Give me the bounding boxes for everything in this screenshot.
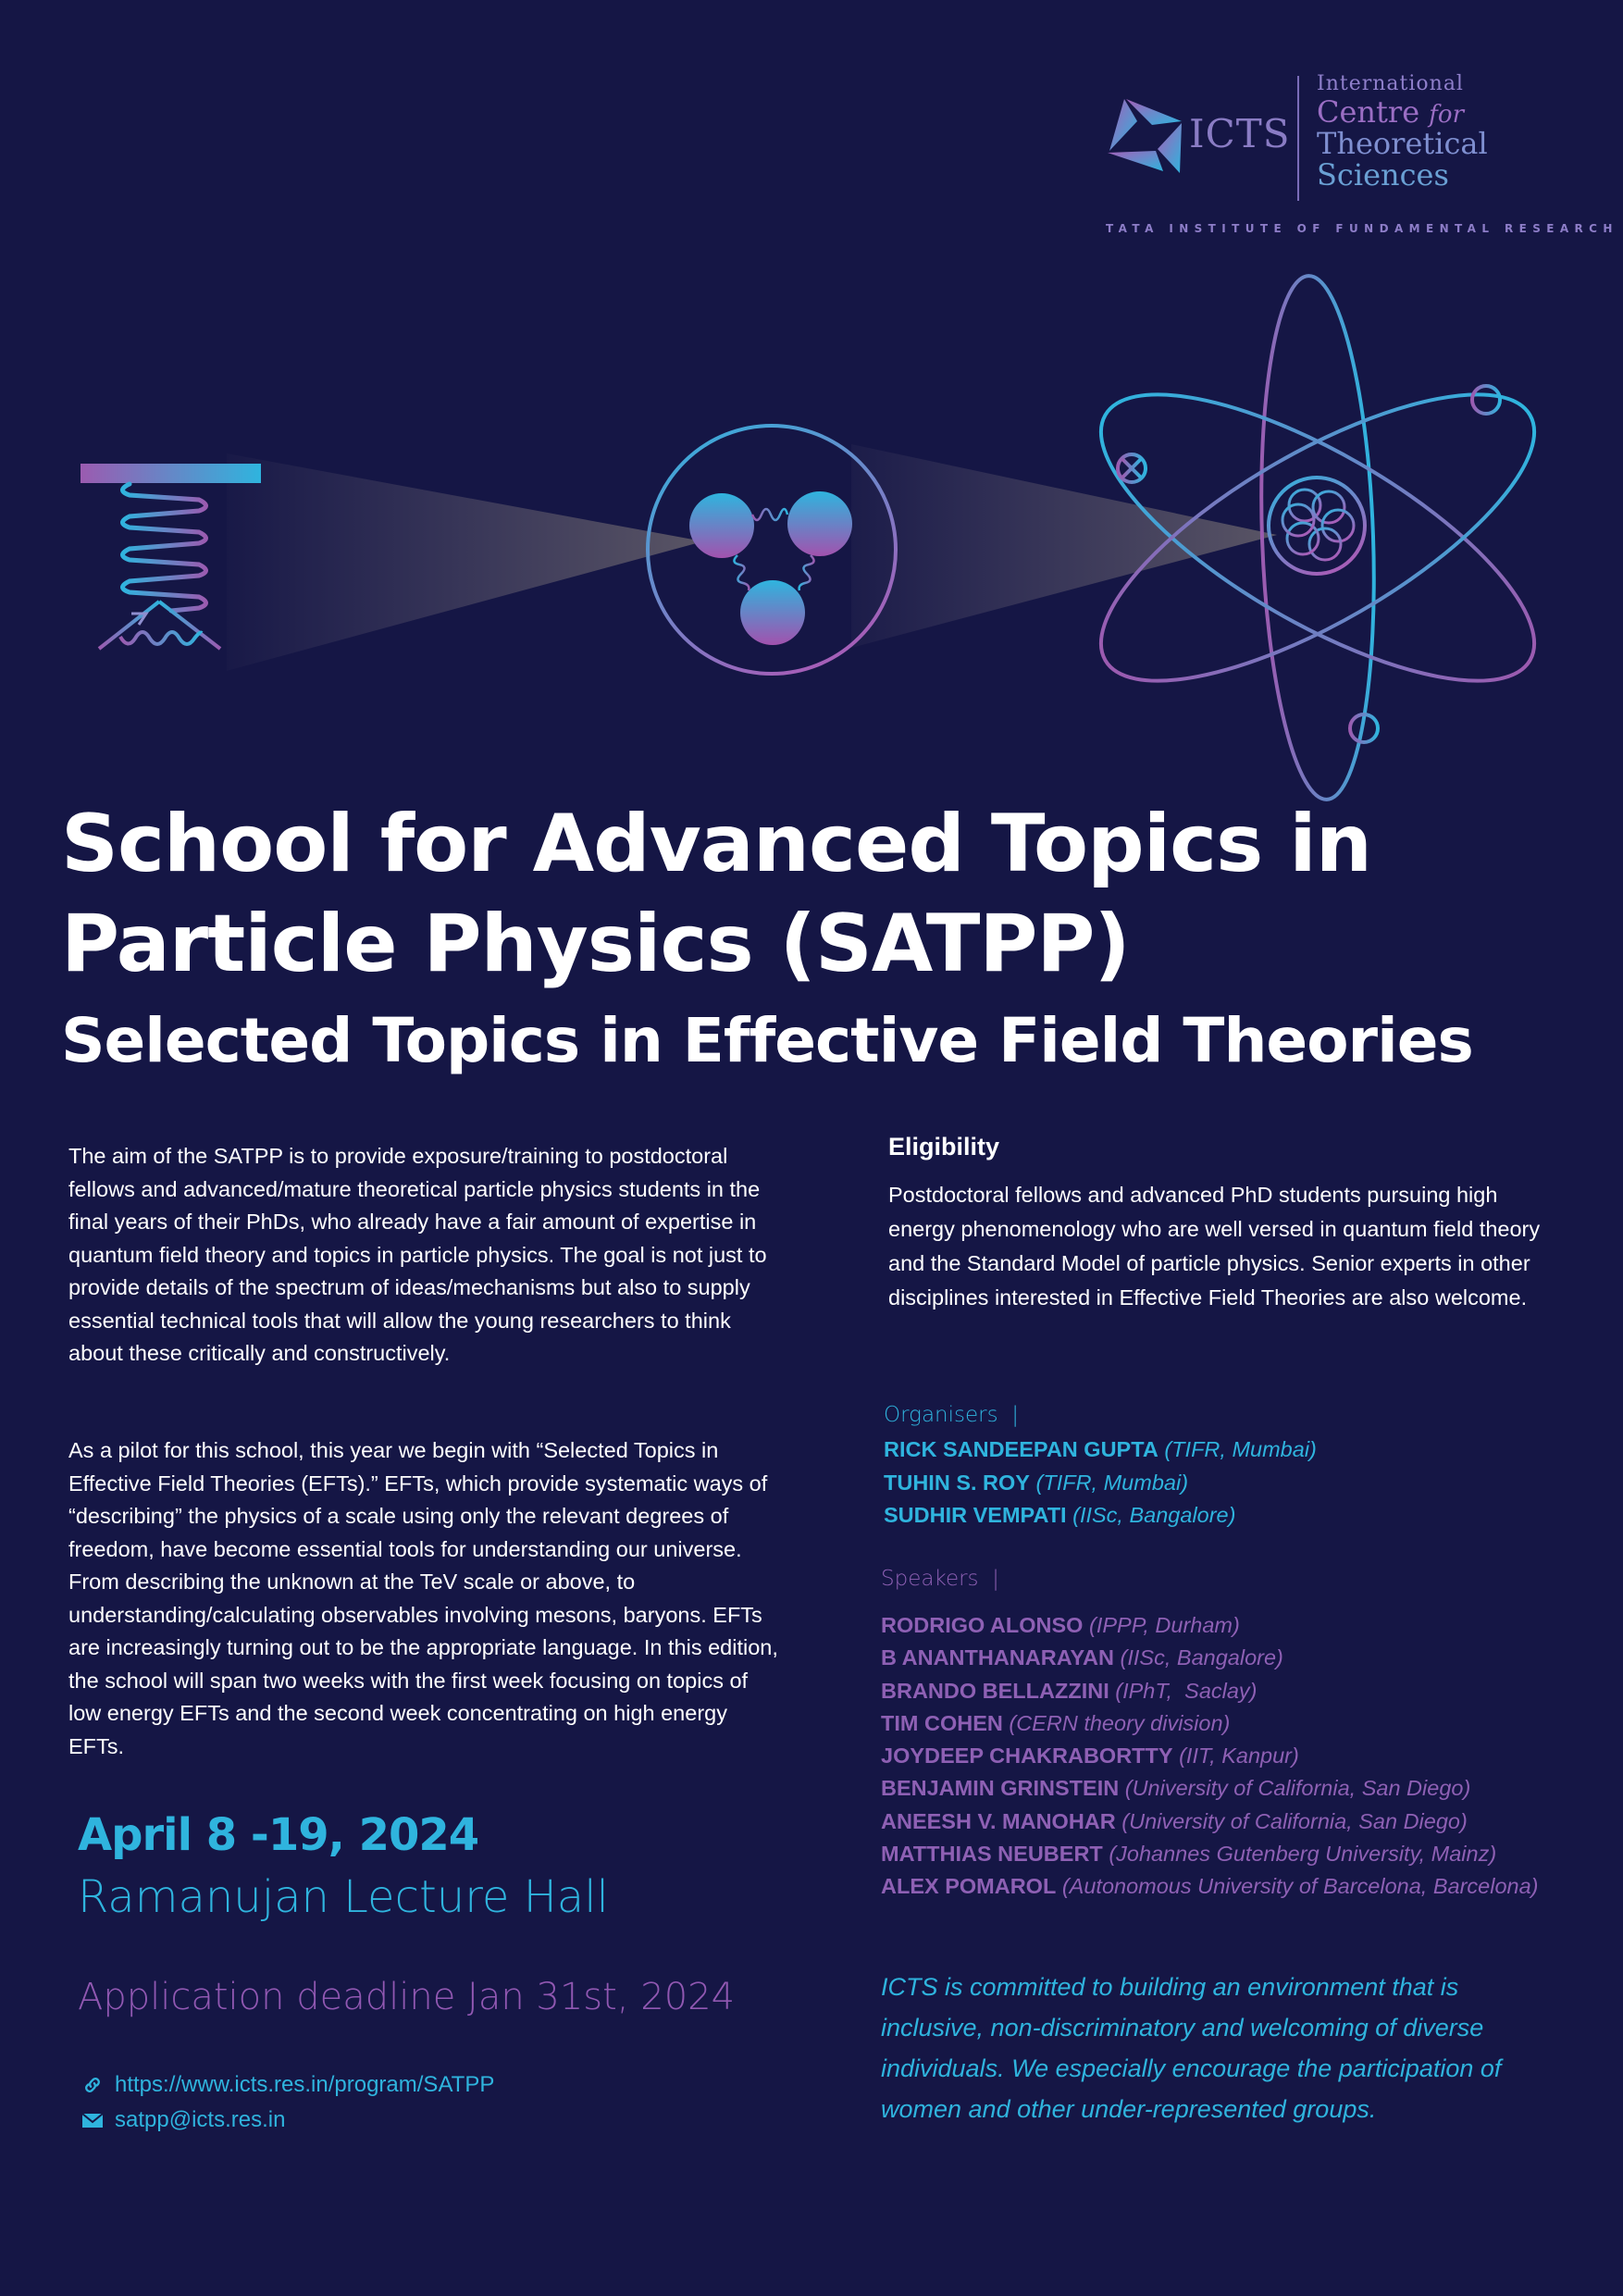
speaker-name: TIM COHEN — [881, 1710, 1003, 1735]
contact-info — [81, 2067, 494, 2138]
speaker-name: ALEX POMAROL — [881, 1874, 1057, 1899]
application-deadline: Application deadline Jan 31st, 2024 — [78, 1976, 736, 2018]
speaker-name: MATTHIAS NEUBERT — [881, 1842, 1103, 1867]
logo-line-international: International — [1317, 72, 1464, 95]
icts-logo — [1106, 72, 1618, 241]
logo-parent-institute: TATA INSTITUTE OF FUNDAMENTAL RESEARCH — [1106, 222, 1618, 235]
speaker-affiliation: (Autonomous University of Barcelona, Barcelona) — [1061, 1874, 1539, 1899]
speaker-name: B ANANTHANARAYAN — [881, 1645, 1114, 1670]
organisers-heading: Organisers | — [884, 1403, 1019, 1427]
speaker-affiliation: (University of California, San Diego) — [1121, 1808, 1468, 1833]
about-paragraph-1: The aim of the SATPP is to provide exposure/training to postdoctoral fellows and advanced/mature theoretical particle physics students in the final years of their PhDs, who already have a fair amount of expertise in quantum field theory and topics in particle physics. The goal is not just to provide details of the spectrum of ideas/mechanisms but also to supply essential technical tools that will allow the young researchers to think about these critically and constructively. — [68, 1144, 767, 1365]
speaker-affiliation: (IIT, Kanpur) — [1179, 1744, 1299, 1769]
title-line-2: Particle Physics (SATPP) — [61, 898, 1130, 990]
physics-illustration — [0, 259, 1623, 814]
speaker-item — [881, 1806, 1538, 1838]
organiser-name: RICK SANDEEPAN GUPTA — [884, 1437, 1158, 1461]
logo-line-centre — [1317, 94, 1488, 130]
logo-line-sciences: Sciences — [1317, 157, 1449, 192]
speaker-affiliation: (University of California, San Diego) — [1124, 1776, 1471, 1801]
speaker-item — [881, 1642, 1538, 1674]
logo-divider — [1297, 76, 1299, 201]
speaker-item — [881, 1838, 1538, 1870]
eligibility-heading: Eligibility — [888, 1133, 1000, 1160]
link-icon — [81, 2075, 104, 2095]
speaker-affiliation: (IPhT, Saclay) — [1115, 1678, 1258, 1703]
logo-centre-word: Centre — [1317, 94, 1420, 130]
logo-for-word: for — [1429, 101, 1465, 129]
title-line-1: School for Advanced Topics in — [61, 798, 1371, 890]
icts-logo-mark-icon — [1106, 97, 1183, 175]
organiser-name: SUDHIR VEMPATI — [884, 1503, 1067, 1527]
email-address[interactable]: satpp@icts.res.in — [115, 2107, 286, 2132]
electron-icon — [1118, 386, 1500, 742]
about-paragraph-2: As a pilot for this school, this year we begin with “Selected Topics in Effective Field Theories (EFTs).” EFTs, which provide systematic ways of “describing” the physics of a scale using only the relevant degrees of freedom, have become essential tools for understanding our universe. From describing the unknown at the TeV scale or above, to understanding/calculating observables involving mesons, baryons. EFTs are increasingly turning out to be the appropriate language. In this edition, the school will span two weeks with the first week focusing on topics of low energy EFTs and the second week concentrating on high energy EFTs. — [68, 1438, 778, 1758]
organiser-item — [884, 1467, 1317, 1500]
organiser-affiliation: (TIFR, Mumbai) — [1035, 1470, 1189, 1495]
logo-institution-name — [1317, 74, 1488, 190]
organisers-list — [884, 1433, 1317, 1533]
organiser-name: TUHIN S. ROY — [884, 1470, 1030, 1495]
speaker-affiliation: (CERN theory division) — [1009, 1710, 1231, 1735]
speaker-name: RODRIGO ALONSO — [881, 1613, 1084, 1637]
speaker-item — [881, 1740, 1538, 1772]
organiser-affiliation: (IISc, Bangalore) — [1072, 1503, 1236, 1527]
speaker-item — [881, 1675, 1538, 1707]
organiser-item — [884, 1433, 1317, 1467]
event-venue: Ramanujan Lecture Hall — [78, 1871, 609, 1923]
speaker-affiliation: (IPPP, Durham) — [1089, 1613, 1240, 1637]
speaker-item — [881, 1707, 1538, 1740]
light-beam-right — [851, 444, 1277, 648]
speaker-affiliation: (Johannes Gutenberg University, Mainz) — [1109, 1842, 1497, 1867]
speaker-item — [881, 1772, 1538, 1805]
event-dates: April 8 -19, 2024 — [78, 1809, 479, 1861]
organiser-item — [884, 1499, 1317, 1533]
speaker-item — [881, 1870, 1538, 1903]
speaker-name: BENJAMIN GRINSTEIN — [881, 1776, 1120, 1801]
email-link[interactable] — [81, 2103, 494, 2138]
logo-line-theoretical: Theoretical — [1317, 126, 1488, 161]
page-title — [61, 794, 1505, 994]
speaker-item — [881, 1609, 1538, 1642]
light-beam-left — [227, 453, 703, 671]
page-subtitle: Selected Topics in Effective Field Theories — [61, 1005, 1473, 1076]
speaker-affiliation: (IISc, Bangalore) — [1120, 1645, 1283, 1670]
speaker-name: ANEESH V. MANOHAR — [881, 1808, 1116, 1833]
speakers-list — [881, 1609, 1538, 1904]
speakers-heading: Speakers | — [881, 1567, 999, 1591]
website-url[interactable]: https://www.icts.res.in/program/SATPP — [115, 2072, 495, 2097]
logo-acronym: ICTS — [1189, 111, 1291, 156]
speaker-name: JOYDEEP CHAKRABORTTY — [881, 1744, 1173, 1769]
speaker-name: BRANDO BELLAZZINI — [881, 1678, 1109, 1703]
inclusion-statement: ICTS is committed to building an environment that is inclusive, non-discriminatory and welcoming of diverse individuals. We especially encourage the participation of women and other under-represented groups. — [881, 1973, 1502, 2123]
eligibility-body: Postdoctoral fellows and advanced PhD students pursuing high energy phenomenology who are well versed in quantum field theory and the Standard Model of particle physics. Senior experts in other disciplines interested in Effective Field Theories are also welcome. — [888, 1183, 1541, 1309]
envelope-icon — [81, 2110, 104, 2130]
website-link[interactable] — [81, 2067, 494, 2103]
organiser-affiliation: (TIFR, Mumbai) — [1164, 1437, 1317, 1461]
